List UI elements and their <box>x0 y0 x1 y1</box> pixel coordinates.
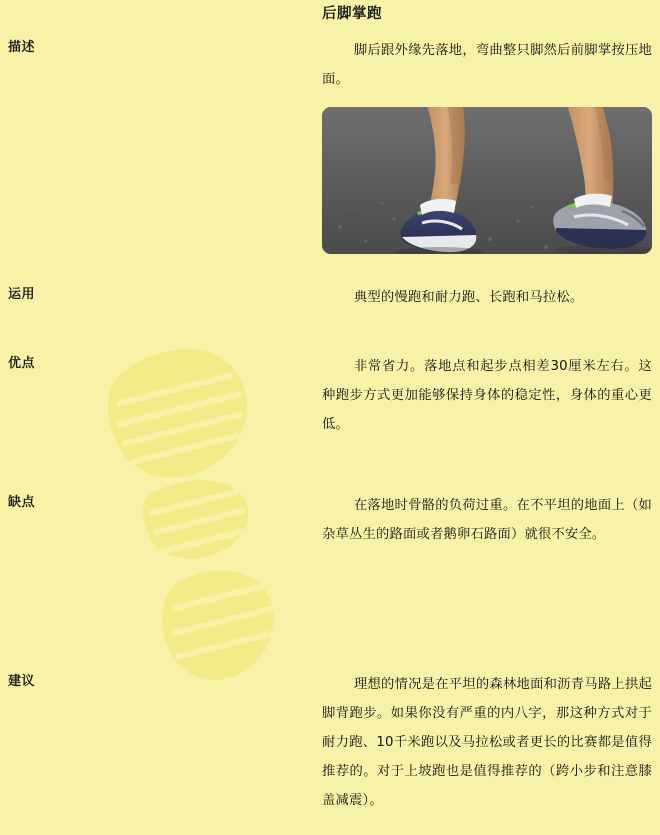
row-label-usage: 运用 <box>8 287 36 302</box>
runner-heel-strike-photo <box>322 107 652 254</box>
row-label-disadvantages: 缺点 <box>8 495 36 510</box>
row-text-usage: 典型的慢跑和耐力跑、长跑和马拉松。 <box>353 290 584 305</box>
row-text-description: 脚后跟外缘先落地，弯曲整只脚然后前脚掌按压地面。 <box>322 43 652 87</box>
row-label-advantages: 优点 <box>8 356 36 371</box>
page-title: 后脚掌跑 <box>322 6 382 22</box>
row-text-disadvantages: 在落地时骨骼的负荷过重。在不平坦的地面上（如杂草丛生的路面或者鹅卵石路面）就很不安全。 <box>322 498 652 542</box>
row-label-description: 描述 <box>8 40 36 55</box>
row-text-advantages: 非常省力。落地点和起步点相差30厘米左右。这种跑步方式更加能够保持身体的稳定性，身体的重心更低。 <box>322 359 652 432</box>
row-text-recommendation: 理想的情况是在平坦的森林地面和沥青马路上拱起脚背跑步。如果你没有严重的内八字，那这种方式对于耐力跑、10千米跑以及马拉松或者更长的比赛都是值得推荐的。对于上坡跑也是值得推荐的（跨小步和注意膝盖减震）。 <box>322 677 652 808</box>
row-label-recommendation: 建议 <box>8 674 36 689</box>
